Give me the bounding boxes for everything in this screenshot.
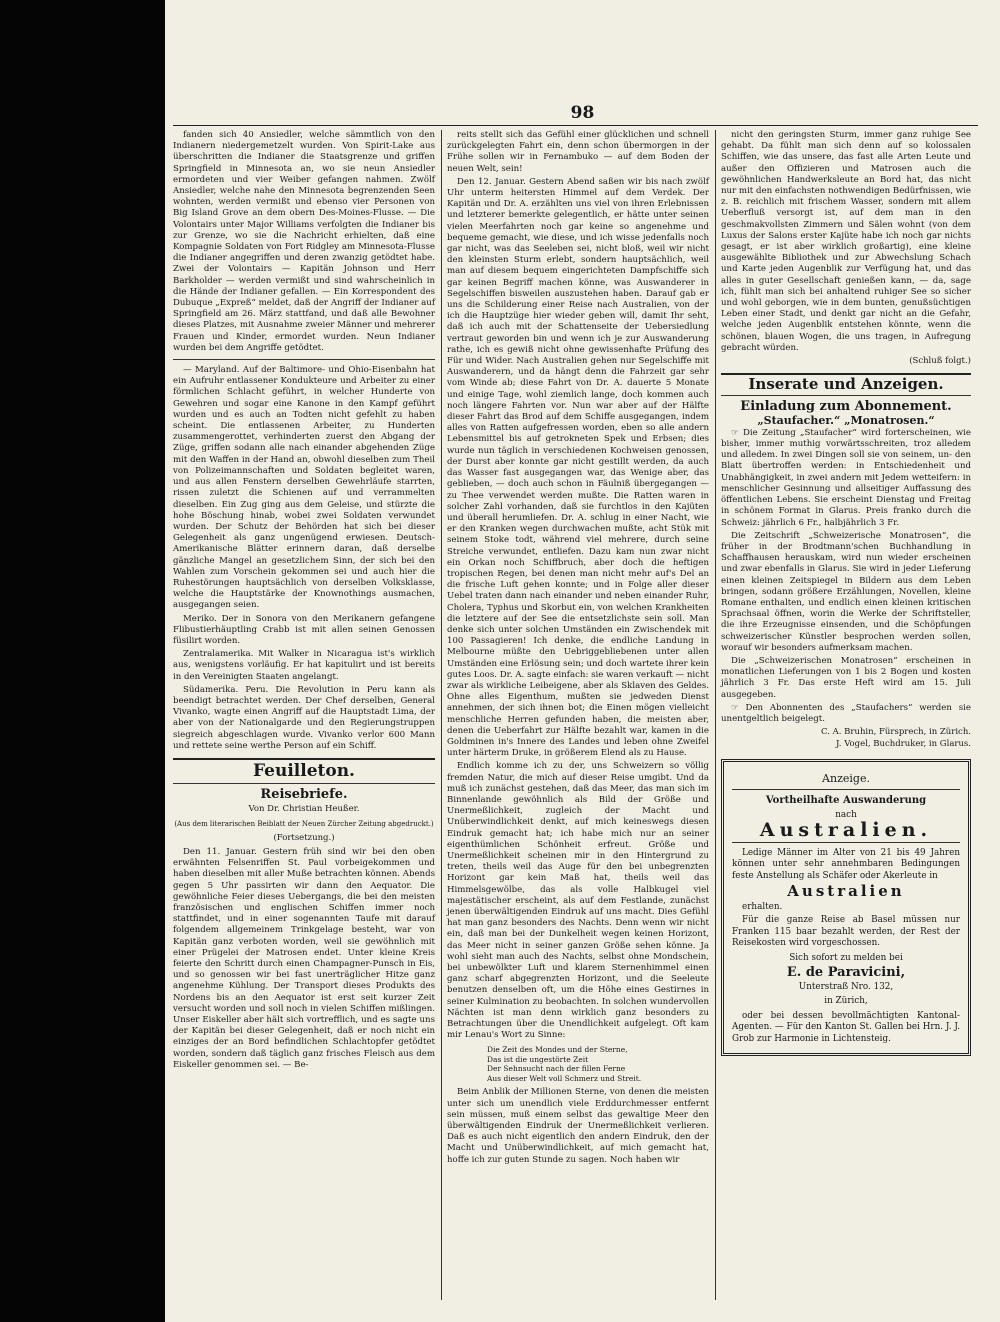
signature: J. Vogel, Buchdruker, in Glarus. — [836, 739, 971, 750]
article-paragraph: Den 11. Januar. Gestern früh sind wir bei den oben erwähnten Felsenriffen St. Paul vorbeigekommen und haben dieselben mit aller Muße betrachten können. Abends gegen 5 Uhr passirten wir dann den Aequator. Die gewöhnliche Feier dieses Uebergangs, die bei den meisten französischen und englischen Schiffen immer noch stattfindet, und in einer sogenannten Taufe mit darauf folgendem allgemeinem Trinkgelage besteht, war von Kapitän ganz verboten worden, weil sie gewöhnlich mit einer Prügelei der Matrosen endet. Unter kleine Kreis feierte den Schritt durch einen Champagner-Punsch in Eis, und so genossen wir bei fast unerträglicher Hitze ganz angenehme Kühlung. Der Transport dieses Produkts des Nordens bis an den Aequator ist erst seit kurzer Zeit versucht worden und soll noch in vielen Schiffen mißlingen. Unser Eiskeller aber hält sich vortrefflich, und es sagte uns der Kapitän bei dieser Gelegenheit, daß er noch nicht ein einziges der an Bord befindlichen Schlachtopfer getödtet worden, sondern daß täglich ganz frisches Fleisch aus dem Eiskeller genommen sei. — Be- — [173, 846, 435, 1070]
news-paragraph: — Maryland. Auf der Baltimore- und Ohio-Eisenbahn hat ein Aufruhr entlassener Kondukteure und Arbeiter zu einer förmlichen Schlacht geführt, in welcher Hunderte von Gewehren und sogar eine Kanone in den Kampf geführt wurden und es auch an Todten nicht gefehlt zu haben scheint. Die entlassenen Arbeiter, zu Hunderten zusammengerottet, verhinderten zuerst den Abgang der Züge, griffen sodann alle nach einander abgehenden Züge mit den Waffen in der Hand an, obwohl dieselben zum Theil von Polizeimannschaften und Soldaten begleitet waren, und aus allen Fenstern derselben Gewehrläufe starrten, rissen zuletzt die Schienen auf und verrammelten dieselben. Ein Zug ging aus dem Geleise, und stürzte die hohe Böschung hinab, wobei zwei Soldaten verwundet wurden. Der Schutz der Behörden hat sich bei dieser Gelegenheit als ganz ungenügend erwiesen. Deutsch-Amerikanische Blätter erinnern daran, daß derselbe gänzliche Mangel an gesetzlichem Sinn, der sich bei den Wahlen zum Vorschein gekommen sei und auch hier die Ruhestörungen hauptsächlich von derselben Volksklasse, welche die Hauptstärke der Knownothings ausmachen, ausgegangen seien. — [173, 365, 435, 611]
newspaper-page — [165, 0, 1000, 1322]
poem — [487, 1045, 709, 1083]
article-paragraph: Endlich komme ich zu der, uns Schweizern so völlig fremden Natur, die mich auf dieser Reise umgibt. Und da muß ich zunächst gestehen, daß das Meer, das man sich im Binnenlande gewöhnlich als Bild der Größe und Unermeßlichkeit, zugleich der Macht und Unüberwindlichkeit denkt, auf mich keineswegs diesen Eindruk gemacht hat; ich habe mich nur an seiner eigenthümlichen Schönheit erfreut. Größe und Unermeßlichkeit scheinen mir in den Hintergrund zu treten, theils weil das Auge für den bei unbegrenzten Horizont gar kein Maß hat, theils weil das Himmelsgewölbe, das als volle Halbkugel viel majestätischer erscheint, als auf dem Festlande, zunächst jenen überwältigenden Eindruk auf uns macht. Dies Gefühl hat man ganz besonders des Nachts. Denn wenn wir nicht ein, daß man bei der Dunkelheit wegen keinen Horizont, das Meer nicht in seiner ganzen Größe sehen könne. Ja wohl sieht man auch des Nachts, selbst ohne Mondschein, bei unbewölkter Luft und klarem Sternenhimmel einen ganz scharf abgegrenzten Horizont, und die Seeleute benutzen denselben oft, um die Höhe eines Gestirnes in seiner Kulmination zu beobachten. In solchen wundervollen Nächten ist man denn wirklich ganz besonders zu Betrachtungen über die Unendlichkeit aufgelegt. Oft kam mir Lenau's Wort zu Sinne: — [447, 761, 709, 1041]
notice-paragraph: Die „Schweizerischen Monatrosen“ erscheinen in monatlichen Lieferungen von 1 bis 2 Bogen und kosten jährlich 3 Fr. Das erste Heft wird am 15. Juli ausgegeben. — [721, 655, 971, 700]
ad-text: nach — [835, 809, 857, 820]
poem-line: Das ist die ungestörte Zeit — [487, 1054, 589, 1064]
news-paragraph: Südamerika. Peru. Die Revolution in Peru kann als beendigt betrachtet werden. Der Chef derselben, General Vivanko, wagte einen Angriff auf die Hauptstadt Lima, der aber von der Nationalgarde und den Regierungstruppen siegreich abgeschlagen wurde. Vivanko verlor 600 Mann und rettete seine werthe Person auf ein Schiff. — [173, 684, 435, 751]
notice-paragraph: ☞ Den Abonnenten des „Staufachers“ werden sie unentgeltlich beigelegt. — [721, 702, 971, 724]
poem-line: Der Sehnsucht nach der fillen Ferne — [487, 1064, 626, 1074]
ad-paragraph: Für die ganze Reise ab Basel müssen nur Franken 115 baar bezahlt werden, der Rest der Reisekosten wird vorgeschossen. — [732, 915, 960, 949]
article-paragraph: Beim Anblik der Millionen Sterne, von denen die meisten unter sich um unendlich viele Erddurchmesser entfernt sein müssen, muß einem selbst das gewaltige Meer den überwältigenden Eindruk der Unermeßlichkeit verlieren. Daß es auch nicht eigentlich den andern Eindruk, den der Macht und Unüberwindlichkeit, auf mich gemacht hat, hoffe ich zur guten Stunde zu sagen. Noch haben wir — [447, 1087, 709, 1165]
article-paragraph: Den 12. Januar. Gestern Abend saßen wir bis nach zwölf Uhr unterm heitersten Himmel auf dem Verdek. Der Kapitän und Dr. A. erzählten uns viel von ihren Erlebnissen und letzterer bemerkte gelegentlich, er hätte unter seinen vielen Meerfahrten noch gar keine so angenehme und bequeme gemacht, wie diese, und ich wisse jedenfalls noch gar nicht, was das Seeleben sei, nicht bloß, weil wir nicht den kleinsten Sturm erlebt, sondern hauptsächlich, weil man auf diesem bequem eingerichteten Dampfschiffe sich gar keinen Begriff machen könne, was Auswanderer in Segelschiffen bisweilen auszustehen haben. Darauf gab er uns die Schilderung einer Reise nach Australien, von der ich die Hauptzüge hier wieder geben will, damit Ihr seht, daß ich auch mit der Schattenseite der Uebersiedlung vertraut geworden bin und wenn ich je zur Auswanderung rathe, ich es gewiß nicht ohne gewissenhafte Prüfung des Für und Wider. Nach Australien gehen nur Segelschiffe mit Auswanderern, und da hängt denn die Fahrzeit gar sehr vom Winde ab; diese Fahrt von Dr. A. dauerte 5 Monate und einige Tage, wohl ziemlich lange, doch kommen auch noch längere Fahrten vor. Nun war aber auf der Hälfte dieser Fahrt das Brod auf dem Schiffe ausgegangen, indem alles von Ratten aufgefressen worden, eben so alle andern Lebensmittel bis auf getrokneten Spek und Erbsen; dies wurde nun täglich in verschiedenen Kochweisen genossen, der Durst aber konnte gar nicht gestillt werden, da auch das Wasser fast ausgegangen war, das Wenige aber, das geblieben, — doch auch schon in Fäulniß übergegangen — zu Thee verwendet werden mußte. Die Ratten waren in solcher Zahl vorhanden, daß sie furchtlos in den Kajüten und überall herumliefen. Dr. A. schlug in einer Nacht, wie er den Kranken wegen durchwachen mußte, acht Stük mit seinem Stoke todt, während viel mehrere, durch seine Streiche verwundet, entliefen. Dazu kam nun zwar nicht ein Orkan noch Schiffbruch, aber doch die heftigen tropischen Regen, bei denen man nicht mehr auf's Del an die frische Luft gehen konnte; und in Folge aller dieser Uebel traten dann nach einander und neben einander Ruhr, Cholera, Typhus und Skorbut ein, von welchen Krankheiten die letztere auf der See die entsetzlichste sein soll. Man denke sich unter solchen Umständen ein Zwischendek mit 100 Passagieren! Ich denke, die endliche Landung in Melbourne müßte den Uebriggebliebenen unter allen Umständen eine Erlösung sein; und doch wartete ihrer kein gutes Loos. Dr. A. sagte einfach: sie waren verkauft — nicht zwar als wirkliche Leibeigene, aber als Sklaven des Geldes. Ohne alles Eigenthum, mußten sie jedweden Dienst annehmen, der sich ihnen bot; die Einen mögen vielleicht menschliche Herren gefunden haben, die meisten aber, denen die Ueberfahrt zur Hälfte bezahlt war, kamen in die Goldminen in's Innere des Landes und leben ohne Zweifel unter härterm Druke, in größerem Elend als zu Hause. — [447, 176, 709, 759]
column-divider — [441, 130, 442, 1300]
column-3 — [721, 130, 971, 1056]
divider — [173, 359, 435, 360]
ad-contact-name: E. de Paravicini, — [786, 965, 906, 981]
ad-paragraph: Ledige Männer im Alter von 21 bis 49 Jahren können unter sehr annehmbaren Bedingungen feste Anstellung als Schäfer oder Akerleute in — [732, 847, 960, 881]
article-paragraph: reits stellt sich das Gefühl einer glücklichen und schnell zurückgelegten Fahrt ein, denn schon übermorgen in der Frühe sollen wir in Fernambuko — auf dem Boden der neuen Welt, sein! — [447, 130, 709, 174]
divider — [721, 395, 971, 396]
notice-paragraph: ☞ Die Zeitung „Staufacher“ wird forterscheinen, wie bisher, immer muthig vorwärtsschreiten, troz alledem und alledem. In zwei Dingen soll sie von seinem, un- den Blatt übertroffen werden: in Entschiedenheit und Unabhängigkeit, in zwei andern mit Jedem wetteifern: in menschlicher Gesinnung und allseitiger Auffassung des öffentlichen Lebens. Sie erscheint Dienstag und Freitag in schönem Format in Glarus. Preis franko durch die Schweiz: jährlich 6 Fr., halbjährlich 3 Fr. — [721, 427, 971, 528]
article-author: Von Dr. Christian Heußer. — [248, 804, 360, 815]
continuation-note: (Schluß folgt.) — [909, 356, 971, 367]
divider — [173, 758, 435, 760]
column-divider — [715, 130, 716, 1300]
notice-title: Einladung zum Abonnement. — [740, 399, 952, 415]
page-number: 98 — [570, 103, 595, 123]
ad-paragraph: oder bei dessen bevollmächtigten Kantonal-Agenten. — Für den Kanton St. Gallen bei Hrn. J. J. Grob zur Harmonie in Lichtensteig. — [732, 1010, 960, 1044]
article-title: Reisebriefe. — [260, 787, 348, 803]
column-2 — [447, 130, 709, 1168]
ad-emphasis: Australien — [787, 882, 905, 901]
ad-paragraph: erhalten. — [742, 901, 783, 912]
ad-address: Unterstraß Nro. 132, — [798, 981, 894, 992]
scan-margin — [0, 0, 165, 1322]
divider — [173, 783, 435, 784]
news-paragraph: fanden sich 40 Ansiedler, welche sämmtlich von den Indianern niedergemetzelt wurden. Von Spirit-Lake aus überschritten die Indianer die Staatsgrenze und griffen Springfield in Minnesota an, wo sie neun Ansiedler ermordeten und vier Weiber gefangen nahmen. Zwölf Ansiedler, welche nahe den Minnesota begrenzenden Seen wohnten, werden vermißt und ebenso vier Personen von Big Island Grove an dem obern Des-Moines-Flusse. — Die Volontairs unter Major Williams verfolgten die Indianer bis zur Grenze, wo sie die Nachricht erhielten, daß eine Kompagnie Soldaten von Fort Ridgley am Minnesota-Flusse die Indianer angegriffen und deren zwanzig getödtet habe. Zwei der Volontairs — Kapitän Johnson und Herr Barkholder — werden vermißt und sind wahrscheinlich in die Hände der Indianer gefallen. — Ein Korrespondent des Dubuque „Expreß“ meldet, daß der Angriff der Indianer auf Springfield am 26. März stattfand, und daß alle Bewohner dieses Platzes, mit Ausnahme zweier Männer und mehrerer Frauen und Kinder, ermordet wurden. Neun Indianer wurden bei dem Angriffe getödtet. — [173, 130, 435, 353]
news-paragraph: Meriko. Der in Sonora von den Merikanern gefangene Flibustierhäuptling Crabb ist mit allen seinen Genossen füsilirt worden. — [173, 613, 435, 646]
ad-address: in Zürich, — [824, 996, 868, 1007]
advertisement-box — [721, 759, 971, 1057]
notice-paragraph: Die Zeitschrift „Schweizerische Monatrosen“, die früher in der Brodtmann'schen Buchhandlung in Schaffhausen herauskam, wird nun wieder erscheinen und zwar ebenfalls in Glarus. Sie wird in jeder Lieferung einen kleinen Zeitspiegel in Bildern aus dem Leben bringen, sodann größere Erzählungen, Novellen, kleine Romane enthalten, und endlich einen kleinen kritischen Sprachsaal öffnen, worin die Werke der Schriftsteller, die ihre Erzeugnisse einsenden, und die Schöpfungen schweizerischer Künstler besprochen werden sollen, worauf wir besonders aufmerksam machen. — [721, 530, 971, 653]
news-paragraph: Zentralamerika. Mit Walker in Nicaragua ist's wirklich aus, wenigstens vorläufig. Er hat kapitulirt und ist bereits in den Vereinigten Staaten angelangt. — [173, 649, 435, 682]
section-heading: Feuilleton. — [253, 760, 355, 781]
ad-label: Anzeige. — [822, 771, 870, 785]
continuation-note: (Fortsetzung.) — [273, 832, 335, 843]
ad-headline: Australien. — [759, 819, 933, 842]
signature: C. A. Bruhin, Fürsprech, in Zürich. — [821, 727, 971, 738]
divider — [732, 789, 960, 790]
poem-line: Aus dieser Welt voll Schmerz und Streit. — [487, 1073, 642, 1083]
poem-line: Die Zeit des Mondes und der Sterne, — [487, 1045, 628, 1055]
ad-title: Vortheilhafte Auswanderung — [765, 795, 927, 807]
column-1 — [173, 130, 435, 1073]
divider — [732, 842, 960, 843]
section-heading: Inserate und Anzeigen. — [748, 375, 944, 394]
article-paragraph: nicht den geringsten Sturm, immer ganz ruhige See gehabt. Da fühlt man sich denn auf so kolossalen Schiffen, wie das unsere, das fast alle Arten Leute und außer den Offizieren und Matrosen auch die gewöhnlichen Handwerksleute an Bord hat, das nicht nur mit den einfachsten nothwendigen Bedürfnissen, wie z. B. reichlich mit frischem Wasser, sondern mit allem Ueberfluß versorgt ist, auf dem man in den geschmakvollsten Zimmern und Sälen wohnt (von dem Luxus der Salons erster Kajüte habe ich noch gar nichts gesagt, er ist aber wirklich großartig), eine kleine ausgewählte Bibliothek und zur Abwechslung Schach und Karte jeden Augenblik zur Verfügung hat, und das alles in guter Gesellschaft genießen kann, — da, sage ich, fühlt man sich bei anhaltend ruhiger See so sicher und wohl geborgen, wie in dem bunten, genußsüchtigen Leben einer Stadt, und denkt gar nicht an die Gefahr, welche jeden Augenblik entstehen könnte, wenn die schönen, blauen Wogen, die uns tragen, in Aufregung gebracht würden. — [721, 130, 971, 353]
notice-subtitle: „Staufacher.“ „Monatrosen.“ — [757, 413, 935, 427]
article-source: (Aus dem literarischen Beiblatt der Neuen Zürcher Zeitung abgedruckt.) — [174, 819, 434, 828]
ad-text: Sich sofort zu melden bei — [789, 952, 903, 963]
header-rule — [173, 125, 978, 126]
